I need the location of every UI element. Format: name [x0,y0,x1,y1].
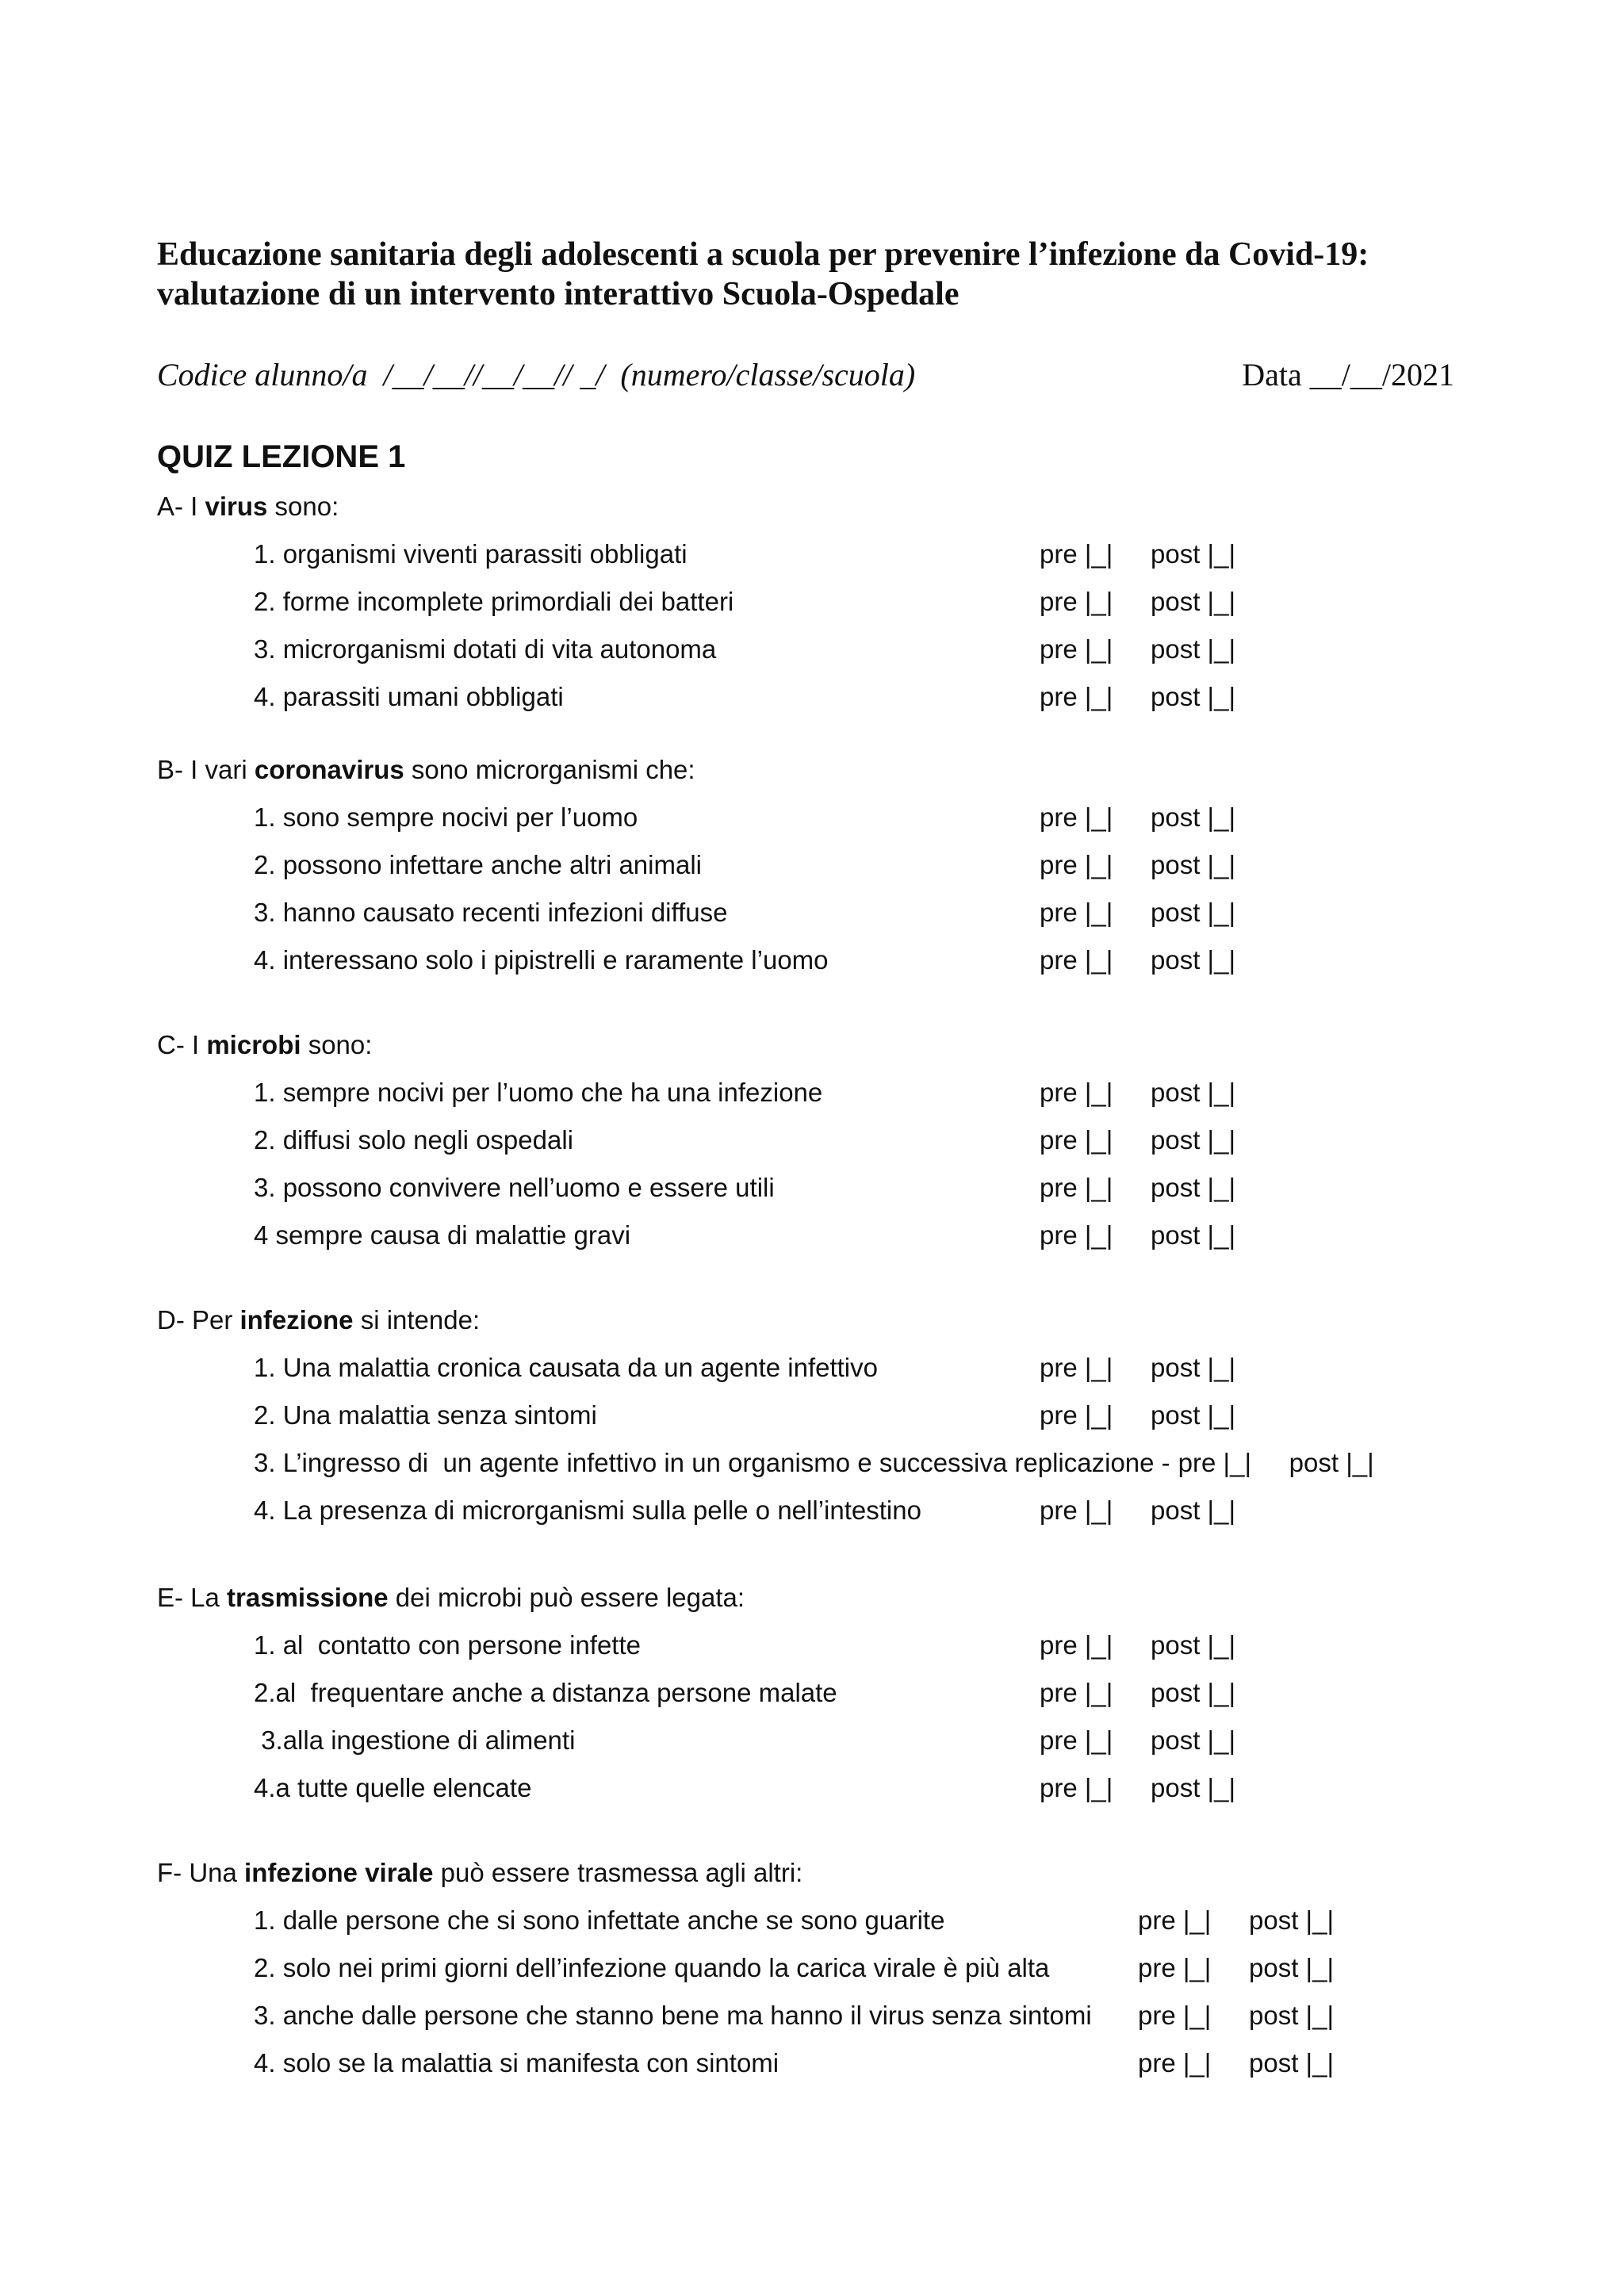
answer-post-box[interactable]: post |_| [1151,1400,1236,1430]
answer-post-box[interactable]: post |_| [1151,1173,1236,1202]
answer-option: 4. parassiti umani obbligati [254,682,564,711]
answer-post-box[interactable]: post |_| [1151,1353,1236,1382]
student-info-row [157,355,1454,395]
title-line-2: valutazione di un intervento interattivo Scuola-Ospedale [157,276,959,312]
answer-post-box[interactable]: post |_| [1151,1725,1236,1755]
question-heading [157,1028,372,1063]
question-prefix: D- Per [157,1305,240,1335]
question-heading [157,753,695,787]
answer-option: 3. possono convivere nell’uomo e essere utili [254,1173,775,1202]
answer-pre-box[interactable]: pre |_| [1040,634,1113,664]
answer-option: 2. diffusi solo negli ospedali [254,1125,573,1155]
answer-post-box[interactable]: post |_| [1151,1496,1236,1525]
answer-post-box[interactable]: post |_| [1249,1905,1335,1935]
answer-pre-box[interactable]: pre |_| [1040,587,1113,616]
question-suffix: sono: [301,1030,373,1059]
question-keyword: infezione virale [244,1858,434,1887]
question-keyword: coronavirus [254,755,404,784]
answer-option: 1. Una malattia cronica causata da un agente infettivo [254,1353,878,1382]
answer-pre-box[interactable]: pre |_| [1040,850,1113,879]
student-code-field: Codice alunno/a /__/__//__/__// _/ (numero/classe/scuola) [157,357,916,393]
answer-pre-box[interactable]: pre |_| [1040,1353,1113,1382]
answer-option: 2. possono infettare anche altri animali [254,850,702,879]
answer-post-box[interactable]: post |_| [1151,1773,1236,1802]
date-field: Data __/__/2021 [1242,357,1454,393]
question-prefix: E- La [157,1583,228,1612]
question-suffix: sono: [267,492,339,521]
answer-pre-box[interactable]: pre |_| [1040,1173,1113,1202]
answer-pre-box[interactable]: pre |_| [1040,898,1113,927]
answer-option: 3. microrganismi dotati di vita autonoma [254,634,717,664]
answer-post-box[interactable]: post |_| [1151,1678,1236,1707]
answer-pre-box[interactable]: pre |_| [1138,2048,1212,2078]
answer-post-box[interactable]: post |_| [1151,1125,1236,1155]
question-keyword: trasmissione [227,1583,389,1612]
answer-post-box[interactable]: post |_| [1151,539,1236,569]
question-suffix: può essere trasmessa agli altri: [433,1858,803,1887]
answer-post-box[interactable]: post |_| [1151,1630,1236,1660]
answer-pre-box[interactable]: pre |_| [1040,1630,1113,1660]
answer-pre-box[interactable]: pre |_| [1040,1725,1113,1755]
answer-pre-box[interactable]: pre |_| [1040,802,1113,832]
answer-option: 4. solo se la malattia si manifesta con sintomi [254,2048,779,2078]
question-heading [157,1303,480,1338]
answer-post-box[interactable]: post |_| [1151,1078,1236,1107]
answer-post-box[interactable]: post |_| [1151,682,1236,711]
answer-pre-box[interactable]: pre |_| [1040,682,1113,711]
answer-option: 2. forme incomplete primordiali dei batteri [254,587,734,616]
answer-option: 2. solo nei primi giorni dell’infezione quando la carica virale è più alta [254,1953,1050,1982]
question-suffix: dei microbi può essere legata: [388,1583,745,1612]
document-title [157,235,1505,314]
answer-post-box[interactable]: post |_| [1249,1953,1335,1982]
answer-option: 1. al contatto con persone infette [254,1630,641,1660]
answer-post-box[interactable]: post |_| [1151,898,1236,927]
answer-post-box[interactable]: post |_| [1249,2001,1335,2030]
answer-option: 1. sono sempre nocivi per l’uomo [254,802,638,832]
question-heading [157,1580,745,1615]
answer-pre-box[interactable]: pre |_| [1040,945,1113,975]
answer-option: 3. hanno causato recenti infezioni diffuse [254,898,728,927]
answer-pre-box[interactable]: pre |_| [1138,1905,1212,1935]
answer-pre-box[interactable]: pre |_| [1040,1678,1113,1707]
answer-option: 3. L’ingresso di un agente infettivo in un organismo e successiva replicazione - [254,1448,1170,1477]
answer-post-box[interactable]: post |_| [1249,2048,1335,2078]
question-prefix: C- I [157,1030,207,1059]
answer-option: 4.a tutte quelle elencate [254,1773,532,1802]
question-suffix: sono microrganismi che: [404,755,695,784]
answer-post-box[interactable]: post |_| [1151,1220,1236,1250]
answer-option: 4. La presenza di microrganismi sulla pelle o nell’intestino [254,1496,921,1525]
question-keyword: infezione [239,1305,354,1335]
answer-pre-box[interactable]: pre |_| [1040,539,1113,569]
answer-pre-box[interactable]: pre |_| [1138,1953,1212,1982]
answer-pre-box[interactable]: pre |_| [1138,2001,1212,2030]
quiz-title: QUIZ LEZIONE 1 [157,439,406,474]
question-prefix: B- I vari [157,755,255,784]
question-prefix: A- I [157,492,205,521]
answer-post-box[interactable]: post |_| [1151,634,1236,664]
answer-pre-box[interactable]: pre |_| [1178,1448,1252,1477]
question-keyword: microbi [206,1030,301,1059]
answer-option: 1. sempre nocivi per l’uomo che ha una infezione [254,1078,823,1107]
answer-post-box[interactable]: post |_| [1151,587,1236,616]
question-heading [157,1855,802,1890]
answer-post-box[interactable]: post |_| [1151,850,1236,879]
title-line-1: Educazione sanitaria degli adolescenti a scuola per prevenire l’infezione da Covid-19: [157,236,1369,273]
question-prefix: F- Una [157,1858,245,1887]
answer-pre-box[interactable]: pre |_| [1040,1496,1113,1525]
question-heading [157,489,339,524]
answer-option: 3.alla ingestione di alimenti [254,1725,576,1755]
answer-option: 1. dalle persone che si sono infettate anche se sono guarite [254,1905,945,1935]
answer-option: 3. anche dalle persone che stanno bene ma hanno il virus senza sintomi [254,2001,1092,2030]
answer-post-box[interactable]: post |_| [1151,802,1236,832]
answer-option: 1. organismi viventi parassiti obbligati [254,539,688,569]
answer-pre-box[interactable]: pre |_| [1040,1400,1113,1430]
answer-post-box[interactable]: post |_| [1151,945,1236,975]
answer-post-box[interactable]: post |_| [1289,1448,1374,1477]
answer-pre-box[interactable]: pre |_| [1040,1078,1113,1107]
answer-pre-box[interactable]: pre |_| [1040,1220,1113,1250]
question-suffix: si intende: [353,1305,481,1335]
answer-pre-box[interactable]: pre |_| [1040,1773,1113,1802]
answer-option: 4. interessano solo i pipistrelli e raramente l’uomo [254,945,829,975]
answer-pre-box[interactable]: pre |_| [1040,1125,1113,1155]
answer-option: 2. Una malattia senza sintomi [254,1400,597,1430]
answer-option: 4 sempre causa di malattie gravi [254,1220,631,1250]
question-keyword: virus [205,492,268,521]
answer-option: 2.al frequentare anche a distanza persone malate [254,1678,837,1707]
